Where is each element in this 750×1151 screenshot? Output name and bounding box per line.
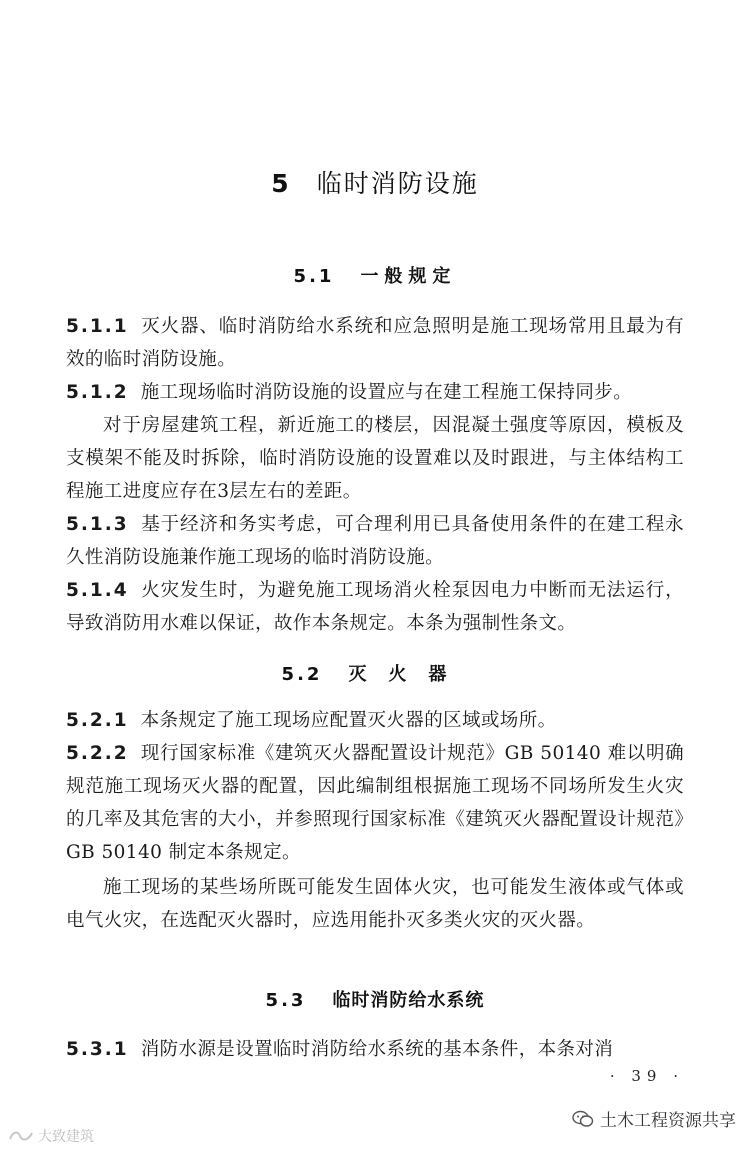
clause-paragraph <box>66 704 684 737</box>
clause-paragraph <box>66 737 684 869</box>
clause-text: 施工现场临时消防设施的设置应与在建工程施工保持同步。 <box>140 382 633 403</box>
section-heading <box>0 660 750 686</box>
clause-number: 5.2.2 <box>66 743 129 764</box>
section-title: 灭火器 <box>348 664 469 685</box>
clause-number: 5.1.2 <box>66 382 129 403</box>
watermark-account-text: 土木工程资源共享 <box>600 1111 736 1131</box>
clause-paragraph <box>66 1033 684 1066</box>
body-paragraph <box>66 409 684 508</box>
page-number: · 39 · <box>609 1067 684 1085</box>
section-number: 5.2 <box>281 664 323 685</box>
section-heading <box>0 986 750 1012</box>
wechat-icon <box>572 1110 594 1128</box>
section-heading <box>0 262 750 288</box>
paragraph-text: 施工现场的某些场所既可能发生固体火灾，也可能发生液体或气体或电气火灾，在选配灭火器时，应选用能扑灭多类火灾的灭火器。 <box>66 877 684 931</box>
watermark-logo <box>8 1126 94 1146</box>
clause-paragraph <box>66 310 684 376</box>
clause-number: 5.1.1 <box>66 316 129 337</box>
clause-text: 本条规定了施工现场应配置灭火器的区域或场所。 <box>140 710 557 731</box>
brand-logo-icon <box>8 1129 34 1143</box>
section-number: 5.1 <box>293 266 335 287</box>
clause-paragraph <box>66 574 684 640</box>
clause-number: 5.1.4 <box>66 580 129 601</box>
clause-text: 灭火器、临时消防给水系统和应急照明是施工现场常用且最为有效的临时消防设施。 <box>66 316 684 370</box>
clause-paragraph <box>66 508 684 574</box>
clause-number: 5.2.1 <box>66 710 129 731</box>
clause-text: 火灾发生时，为避免施工现场消火栓泵因电力中断而无法运行，导致消防用水难以保证，故作本条规定。本条为强制性条文。 <box>66 580 684 634</box>
watermark-account <box>572 1106 736 1131</box>
clause-paragraph <box>66 376 684 409</box>
clause-number: 5.3.1 <box>66 1039 129 1060</box>
clause-number: 5.1.3 <box>66 514 129 535</box>
clause-text: 现行国家标准《建筑灭火器配置设计规范》GB 50140 难以明确规范施工现场灭火器的配置，因此编制组根据施工现场不同场所发生火灾的几率及其危害的大小，并参照现行国家标准《建筑灭火器配置设计规范》GB 50140 制定本条规定。 <box>66 743 684 863</box>
chapter-heading <box>0 164 750 200</box>
body-paragraph <box>66 871 684 937</box>
section-title: 一般规定 <box>360 266 457 287</box>
chapter-number: 5 <box>271 169 291 198</box>
section-title: 临时消防给水系统 <box>332 990 485 1011</box>
watermark-logo-text: 大致建筑 <box>38 1129 94 1145</box>
section-number: 5.3 <box>265 990 307 1011</box>
clause-text: 基于经济和务实考虑，可合理利用已具备使用条件的在建工程永久性消防设施兼作施工现场的临时消防设施。 <box>66 514 684 568</box>
clause-text: 消防水源是设置临时消防给水系统的基本条件，本条对消 <box>140 1039 614 1060</box>
chapter-title: 临时消防设施 <box>316 169 479 198</box>
paragraph-text: 对于房屋建筑工程，新近施工的楼层，因混凝土强度等原因，模板及支模架不能及时拆除，临时消防设施的设置难以及时跟进，与主体结构工程施工进度应存在3层左右的差距。 <box>66 415 684 502</box>
